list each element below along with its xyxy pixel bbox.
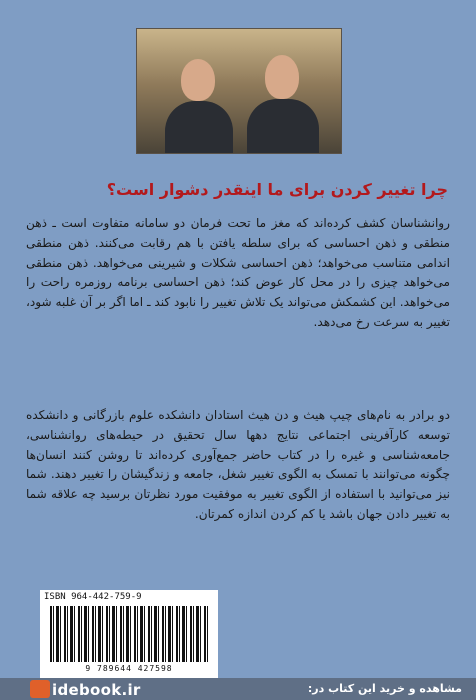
barcode-box xyxy=(40,590,218,682)
barcode-bars xyxy=(50,606,208,662)
author-right xyxy=(241,29,325,153)
isbn-label: ISBN 964-442-759-9 xyxy=(44,592,142,602)
author-left xyxy=(159,29,239,153)
description-paragraph-1: روانشناسان کشف کرده‌اند که مغز ما تحت فرمان دو سامانه متفاوت است ـ ذهن منطقی و ذهن احساسی که برای سلطه یافتن با هم رقابت می‌کنند. ذهن منطقی اندامی متناسب می‌خواهد؛ ذهن احساسی شکلات و شیرینی می‌خواهد. ذهن منطقی می‌خواهد چیزی را در محل کار عوض کند؛ ذهن احساسی برنامه روزمره راحت را می‌خواهد. این کشمکش می‌تواند یک تلاش تغییر را نابود کند ـ اما اگر بر آن غلبه شود، تغییر به سرعت رخ می‌دهد. xyxy=(26,216,450,329)
description-paragraph-2: دو برادر به نام‌های چیپ هیث و دن هیث استادان دانشکده علوم بازرگانی و دانشکده توسعه کارآفرینی اجتماعی نتایج دهها سال تحقیق در حیطه‌های روانشناسی، جامعه‌شناسی و غیره را در کتاب حاضر جمع‌آوری کرده‌اند تا روشن کنند انسان‌ها چگونه می‌توانند با تمسک به الگوی تغییر شغل، جامعه و زندگیشان را تغییر دهند. شما نیز می‌توانید با استفاده از الگوی تغییر به موفقیت مورد نظرتان برسید چه علاقه شما به تغییر دادن جهان باشد یا کم کردن اندازه کمرتان. xyxy=(26,408,450,521)
author-photo xyxy=(136,28,342,154)
book-headline: چرا تغییر کردن برای ما اینقدر دشوار است؟ xyxy=(106,180,448,199)
barcode-digits: 9 789644 427598 xyxy=(85,664,173,673)
footer-caption: مشاهده و خرید این کتاب در: xyxy=(307,682,462,695)
site-logo-icon xyxy=(30,680,50,698)
site-logo[interactable]: idebook.ir xyxy=(52,681,141,699)
